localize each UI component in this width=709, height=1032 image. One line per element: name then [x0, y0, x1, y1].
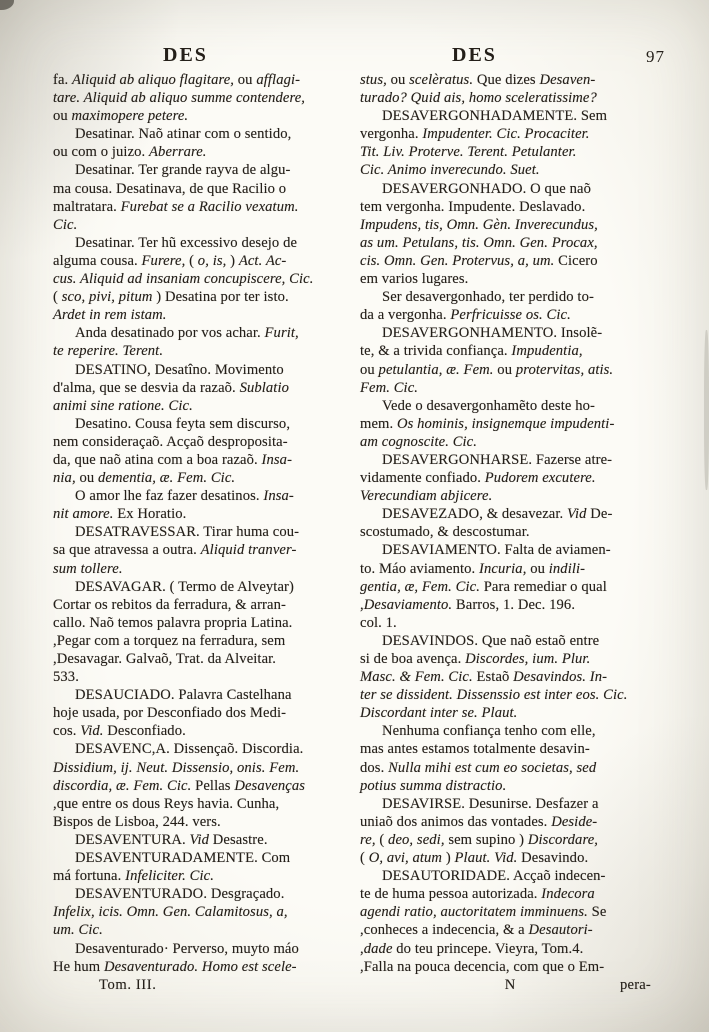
signature-line: [360, 976, 661, 994]
text-line: DESAVERGONHAMENTO. Insolẽ-: [382, 325, 603, 342]
text-line: Discordant inter se. Plaut.: [360, 705, 518, 722]
text-line: da, que naõ atina com a boa razaõ. Insa-: [53, 451, 293, 468]
scan-corner-artifact: [0, 0, 14, 10]
text-line: to. Máo aviamento. Incuria, ou indili-: [360, 560, 586, 577]
text-line: Fem. Cic.: [360, 379, 419, 396]
text-line: maltratara. Furebat se a Racilio vexatum.: [53, 198, 299, 215]
text-line: te de huma pessoa autorizada. Indecora: [360, 886, 595, 903]
column-right: [360, 71, 661, 994]
text-line: Desatinar. Naõ atinar com o sentido,: [75, 126, 292, 143]
text-line: Bispos de Lisboa, 244. vers.: [53, 813, 221, 830]
text-line: DESATRAVESSAR. Tirar huma cou-: [75, 524, 300, 541]
text-line: Impudens, tis, Omn. Gèn. Inverecundus,: [360, 216, 598, 233]
column-left: [53, 71, 353, 994]
text-line: uniaõ dos animos das vontades. Deside-: [360, 813, 598, 830]
text-line: ,Desavagar. Galvaõ, Trat. da Alveitar.: [53, 651, 277, 667]
text-line: ma cousa. Desatinava, de que Racilio o: [53, 180, 287, 197]
text-line: tare. Aliquid ab aliquo summe contendere,: [53, 90, 306, 107]
text-line: agendi ratio, auctoritatem imminuens. Se: [360, 904, 607, 921]
text-line: fa. Aliquid ab aliquo flagitare, ou afflagi-: [53, 72, 301, 88]
text-line: ou com o juizo. Aberrare.: [53, 144, 207, 161]
text-line: da a vergonha. Perfricuisse os. Cic.: [360, 307, 571, 324]
text-line: alguma cousa. Furere, ( o, is, ) Act. Ac-: [53, 252, 287, 269]
text-line: nem consideraçaõ. Acçaõ desproposita-: [53, 433, 288, 450]
text-line: cus. Aliquid ad insaniam concupiscere, Cic.: [53, 271, 314, 288]
catchword: pera-: [620, 976, 651, 993]
text-line: ,Falla na pouca decencia, com que o Em-: [360, 958, 605, 975]
text-line: DESAVINDOS. Que naõ estaõ entre: [382, 632, 600, 649]
text-line: Cic.: [53, 216, 78, 233]
text-line: DESAVENC,A. Dissençaõ. Discordia.: [75, 741, 304, 758]
text-line: dos. Nulla mihi est cum eo societas, sed: [360, 759, 597, 776]
text-line: ,que entre os dous Reys havia. Cunha,: [53, 795, 280, 812]
text-line: tem vergonha. Impudente. Deslavado.: [360, 198, 586, 215]
text-line: DESAUCIADO. Palavra Castelhana: [75, 687, 292, 704]
text-line: nia, ou dementia, æ. Fem. Cic.: [53, 470, 236, 487]
running-title-left: DES: [163, 44, 208, 66]
text-line: O amor lhe faz fazer desatinos. Insa-: [75, 488, 294, 505]
text-columns: [53, 71, 661, 994]
text-line: DESAVENTURA. Vid Desastre.: [75, 831, 268, 848]
text-line: si de boa avença. Discordes, ium. Plur.: [360, 651, 591, 667]
text-line: Masc. & Fem. Cic. Estaõ Desavindos. In-: [360, 669, 608, 686]
text-line: gentia, æ, Fem. Cic. Para remediar o qual: [360, 578, 607, 595]
text-line: potius summa distractio.: [360, 777, 507, 794]
text-line: nit amore. Ex Horatio.: [53, 506, 187, 523]
text-line: Dissidium, ij. Neut. Dissensio, onis. Fem.: [53, 759, 300, 776]
text-line: mem. Os hominis, insignemque impudenti-: [360, 415, 615, 432]
text-line: vergonha. Impudenter. Cic. Procaciter.: [360, 126, 590, 143]
text-line: mas antes estamos totalmente desavin-: [360, 741, 590, 758]
text-line: ter se dissident. Dissenssio est inter eos. Cic.: [360, 687, 628, 704]
text-line: turado? Quid ais, homo sceleratissime?: [360, 90, 597, 107]
running-title-right: DES: [452, 44, 497, 66]
text-line: sum tollere.: [53, 560, 123, 577]
gathering-signature: N: [504, 976, 517, 993]
text-line: cis. Omn. Gen. Protervus, a, um. Cicero: [360, 252, 598, 269]
text-line: Desaventurado· Perverso, muyto máo: [75, 940, 299, 957]
text-line: ,conheces a indecencia, & a Desautori-: [360, 922, 593, 939]
text-line: Vede o desavergonhamẽto deste ho-: [382, 397, 595, 414]
text-line: Nenhuma confiança tenho com elle,: [382, 723, 596, 740]
text-line: Tit. Liv. Proterve. Terent. Petulanter.: [360, 144, 577, 161]
text-line: DESAVEZADO, & desavezar. Vid De-: [382, 506, 613, 523]
text-line: Anda desatinado por vos achar. Furit,: [75, 325, 299, 342]
text-line: DESAVENTURADO. Desgraçado.: [75, 886, 285, 903]
text-line: Desatinar. Ter grande rayva de algu-: [75, 162, 291, 179]
text-line: DESAVERGONHARSE. Fazerse atre-: [382, 451, 613, 468]
text-line: Cic. Animo inverecundo. Suet.: [360, 162, 540, 179]
text-line: animi sine ratione. Cic.: [53, 397, 193, 414]
text-line: ( sco, pivi, pitum ) Desatina por ter isto.: [53, 289, 289, 306]
text-line: He hum Desaventurado. Homo est scele-: [53, 958, 297, 975]
text-line: ,Desaviamento. Barros, 1. Dec. 196.: [360, 596, 576, 613]
text-line: cos. Vid. Desconfiado.: [53, 723, 186, 740]
text-line: Verecundiam abjicere.: [360, 488, 493, 505]
text-line: te reperire. Terent.: [53, 343, 164, 360]
text-line: 533.: [53, 669, 79, 686]
text-line: um. Cic.: [53, 922, 103, 939]
text-line: d'alma, que se desvia da razaõ. Sublatio: [53, 379, 290, 396]
text-line: re, ( deo, sedi, sem supino ) Discordare,: [360, 831, 599, 848]
page-header: [0, 44, 709, 70]
text-line: Desatinar. Ter hũ excessivo desejo de: [75, 234, 298, 251]
text-line: te, & a trivida confiança. Impudentia,: [360, 343, 583, 360]
text-line: discordia, æ. Fem. Cic. Pellas Desavenças: [53, 777, 306, 794]
tome-note-line: Tom. III.: [99, 976, 157, 993]
text-line: sa que atravessa a outra. Aliquid tranver-: [53, 542, 297, 559]
text-line: DESATINO, Desatîno. Movimento: [75, 361, 284, 378]
scan-edge-artifact: [704, 330, 709, 490]
text-line: ( O, avi, atum ) Plaut. Vid. Desavindo.: [360, 850, 589, 867]
text-line: Ardet in rem istam.: [53, 307, 167, 324]
text-line: má fortuna. Infeliciter. Cic.: [53, 868, 214, 885]
text-line: ou maximopere petere.: [53, 108, 189, 125]
text-line: hoje usada, por Desconfiado dos Medi-: [53, 705, 287, 722]
text-line: Desatino. Cousa feyta sem discurso,: [75, 415, 291, 432]
text-line: am cognoscite. Cic.: [360, 433, 478, 450]
text-line: col. 1.: [360, 614, 397, 631]
text-line: DESAVAGAR. ( Termo de Alveytar): [75, 578, 294, 595]
text-line: ou petulantia, æ. Fem. ou protervitas, atis.: [360, 361, 614, 378]
text-line: ,Pegar com a torquez na ferradura, sem: [53, 632, 286, 649]
page-number: 97: [646, 47, 665, 66]
text-line: DESAVENTURADAMENTE. Com: [75, 850, 291, 867]
text-line: ,dade do teu princepe. Vieyra, Tom.4.: [360, 940, 584, 957]
text-line: Cortar os rebitos da ferradura, & arran-: [53, 596, 286, 613]
text-line: scostumado, & descostumar.: [360, 524, 530, 541]
text-line: callo. Naõ temos palavra propria Latina.: [53, 614, 293, 631]
text-line: stus, ou scelèratus. Que dizes Desaven-: [360, 72, 596, 88]
text-line: DESAVERGONHADAMENTE. Sem: [382, 108, 608, 125]
text-line: DESAVIRSE. Desunirse. Desfazer a: [382, 795, 599, 812]
text-line: DESAVIAMENTO. Falta de aviamen-: [382, 542, 611, 559]
text-line: Infelix, icis. Omn. Gen. Calamitosus, a,: [53, 904, 288, 921]
text-line: Ser desavergonhado, ter perdido to-: [382, 289, 594, 306]
text-line: vidamente confiado. Pudorem excutere.: [360, 470, 596, 487]
text-line: em varios lugares.: [360, 271, 469, 288]
text-line: DESAUTORIDADE. Acçaõ indecen-: [382, 868, 606, 885]
text-line: as um. Petulans, tis. Omn. Gen. Procax,: [360, 234, 598, 251]
text-line: DESAVERGONHADO. O que naõ: [382, 180, 591, 197]
